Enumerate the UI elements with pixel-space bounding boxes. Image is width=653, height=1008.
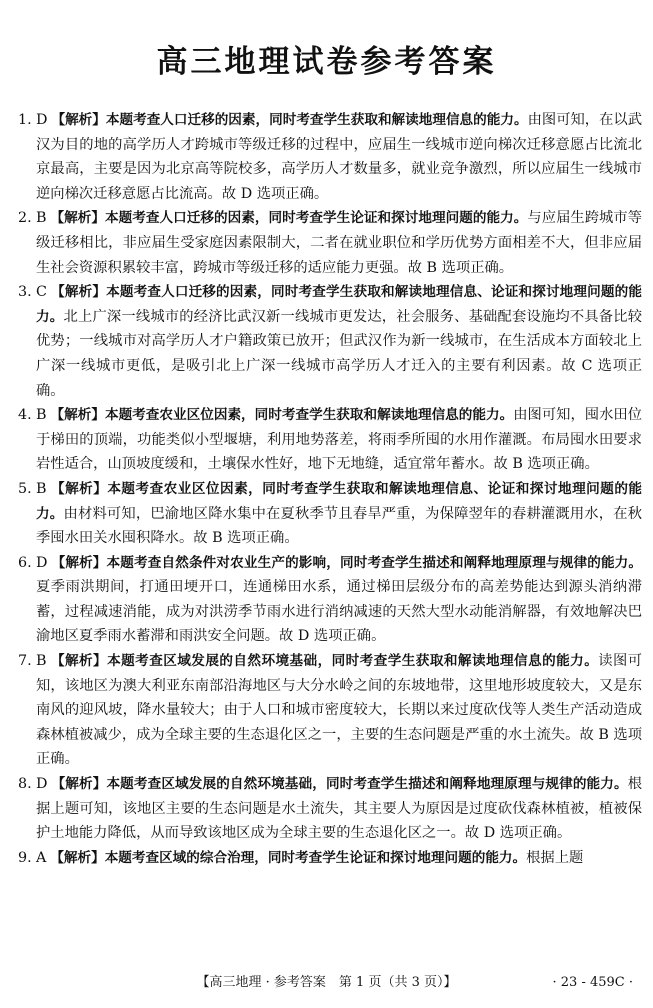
analysis-tag: 【解析】 xyxy=(50,210,106,227)
exam-focus: 本题考查人口迁移的因素，同时考查学生获取和解读地理信息的能力。 xyxy=(105,112,528,128)
answer-choice: B xyxy=(36,407,47,424)
analysis-tag: 【解析】 xyxy=(50,407,105,424)
answer-choice: C xyxy=(36,284,47,301)
exam-focus: 本题考查区域发展的自然环境基础，同时考查学生描述和阐释地理原理与规律的能力。 xyxy=(106,776,628,793)
answer-choice: B xyxy=(36,480,47,497)
question-number: 1. xyxy=(18,112,32,128)
page-title: 高三地理试卷参考答案 xyxy=(156,44,497,80)
explanation: 根据上题可知，该地区主要的生态问题是水土流失，其主要人为原因是过度砍伐森林植被，植被保护土地能力降低，从而导致该地区成为全球主要的生态退化区之一。故 D 选项正确。 xyxy=(36,776,643,842)
analysis-tag: 【解析】 xyxy=(51,776,107,793)
analysis-tag: 【解析】 xyxy=(50,653,108,670)
answer-choice: B xyxy=(36,653,47,670)
explanation: 读图可知，该地区为澳大利亚东南部沿海地区与大分水岭之间的东坡地带，这里地形坡度较大，又是东南风的迎风坡，降水量较大；由于人口和城市密度较大，长期以来过度砍伐等人类生产活动造成森林植被减少，成为全球主要的生态退化区之一，主要的生态问题是严重的水土流失。故 B 选项正确。 xyxy=(36,653,643,768)
analysis-tag: 【解析】 xyxy=(50,849,105,866)
answer-item-2 xyxy=(18,206,642,280)
explanation: 夏季雨洪期间，打通田埂开口，连通梯田水系，通过梯田层级分布的高差势能达到源头消纳滞蓄，过程减速消能，成为对洪涝季节雨水进行消纳减速的天然大型水动能消解器，有效地解决巴渝地区夏季雨水蓄滞和雨洪安全问题。故 D 选项正确。 xyxy=(36,579,642,645)
exam-focus: 本题考查人口迁移的因素，同时考查学生获取和解读地理信息、论证和探讨地理问题的能力。 xyxy=(36,284,643,325)
question-number: 6. xyxy=(18,554,32,571)
explanation: 由材料可知，巴渝地区降水集中在夏秋季节且春旱严重，为保障翌年的春耕灌溉用水，在秋季囤水田关水囤积降水。故 B 选项正确。 xyxy=(36,505,643,547)
question-number: 9. xyxy=(18,849,32,866)
question-number: 7. xyxy=(18,653,32,670)
answer-item-5 xyxy=(18,477,642,551)
analysis-tag: 【解析】 xyxy=(51,554,107,571)
answer-item-9 xyxy=(18,846,642,871)
exam-focus: 本题考查农业区位因素，同时考查学生获取和解读地理信息、论证和探讨地理问题的能力。 xyxy=(36,480,643,522)
explanation: 北上广深一线城市的经济比武汉新一线城市更发达，社会服务、基础配套设施均不具备比较优势；一线城市对高学历人才户籍政策已放开；但武汉作为新一线城市，在生活成本方面较北上广深一线城市更低，是吸引北上广深一线城市高学历人才迁入的主要有利因素。故 C 选项正确。 xyxy=(36,308,643,399)
exam-focus: 本题考查自然条件对农业生产的影响，同时考查学生描述和阐释地理原理与规律的能力。 xyxy=(106,554,643,571)
answer-item-3 xyxy=(18,280,642,403)
footer-code: · 23 - 459C · xyxy=(552,975,633,990)
question-number: 4. xyxy=(18,407,32,424)
answer-list xyxy=(18,108,642,870)
explanation: 由图可知，囤水田位于梯田的顶端，功能类似小型堰塘，利用地势落差，将雨季所囤的水用作灌溉。布局囤水田要求岩性适合，山顶坡度缓和，土壤保水性好，地下无地缝，适宜常年蓄水。故 B 选项正确。 xyxy=(36,407,643,473)
exam-focus: 本题考查区域的综合治理，同时考查学生论证和探讨地理问题的能力。 xyxy=(104,849,527,866)
question-number: 3. xyxy=(18,284,32,301)
analysis-tag: 【解析】 xyxy=(51,112,106,128)
answer-choice: D xyxy=(36,776,48,793)
answer-item-7 xyxy=(18,649,642,772)
answer-item-4 xyxy=(18,403,642,477)
answer-choice: D xyxy=(36,112,48,128)
page-footer xyxy=(0,972,653,994)
footer-page-info: 【高三地理 · 参考答案 第 1 页（共 3 页）】 xyxy=(196,975,457,990)
answer-choice: B xyxy=(36,210,47,227)
explanation: 由图可知，在以武汉为目的地的高学历人才跨城市等级迁移的过程中，应届生一线城市逆向梯次迁移意愿占比流北京最高，主要是因为北京高等院校多，高学历人才数量多，就业竞争激烈，所以应届生一线城市逆向梯次迁移意愿占比流高。故 D 选项正确。 xyxy=(36,112,643,202)
analysis-tag: 【解析】 xyxy=(50,480,108,497)
answer-choice: A xyxy=(36,849,47,866)
answer-item-6 xyxy=(18,551,642,649)
question-number: 8. xyxy=(18,776,32,793)
answer-item-8 xyxy=(18,772,642,846)
exam-focus: 本题考查人口迁移的因素，同时考查学生论证和探讨地理问题的能力。 xyxy=(105,210,528,227)
answer-choice: D xyxy=(36,554,48,571)
explanation: 根据上题 xyxy=(526,849,584,866)
question-number: 5. xyxy=(18,480,32,497)
exam-focus: 本题考查农业区位因素，同时考查学生获取和解读地理信息的能力。 xyxy=(104,407,514,424)
question-number: 2. xyxy=(18,210,32,227)
explanation: 与应届生跨城市等级迁移相比，非应届生受家庭因素限制大，二者在就业职位和学历优势方面相差不大，但非应届生社会资源积累较丰富，跨城市等级迁移的适应能力更强。故 B 选项正确。 xyxy=(36,210,643,276)
analysis-tag: 【解析】 xyxy=(50,284,107,301)
answer-item-1 xyxy=(18,108,642,206)
exam-focus: 本题考查区域发展的自然环境基础，同时考查学生获取和解读地理信息的能力。 xyxy=(107,653,599,670)
